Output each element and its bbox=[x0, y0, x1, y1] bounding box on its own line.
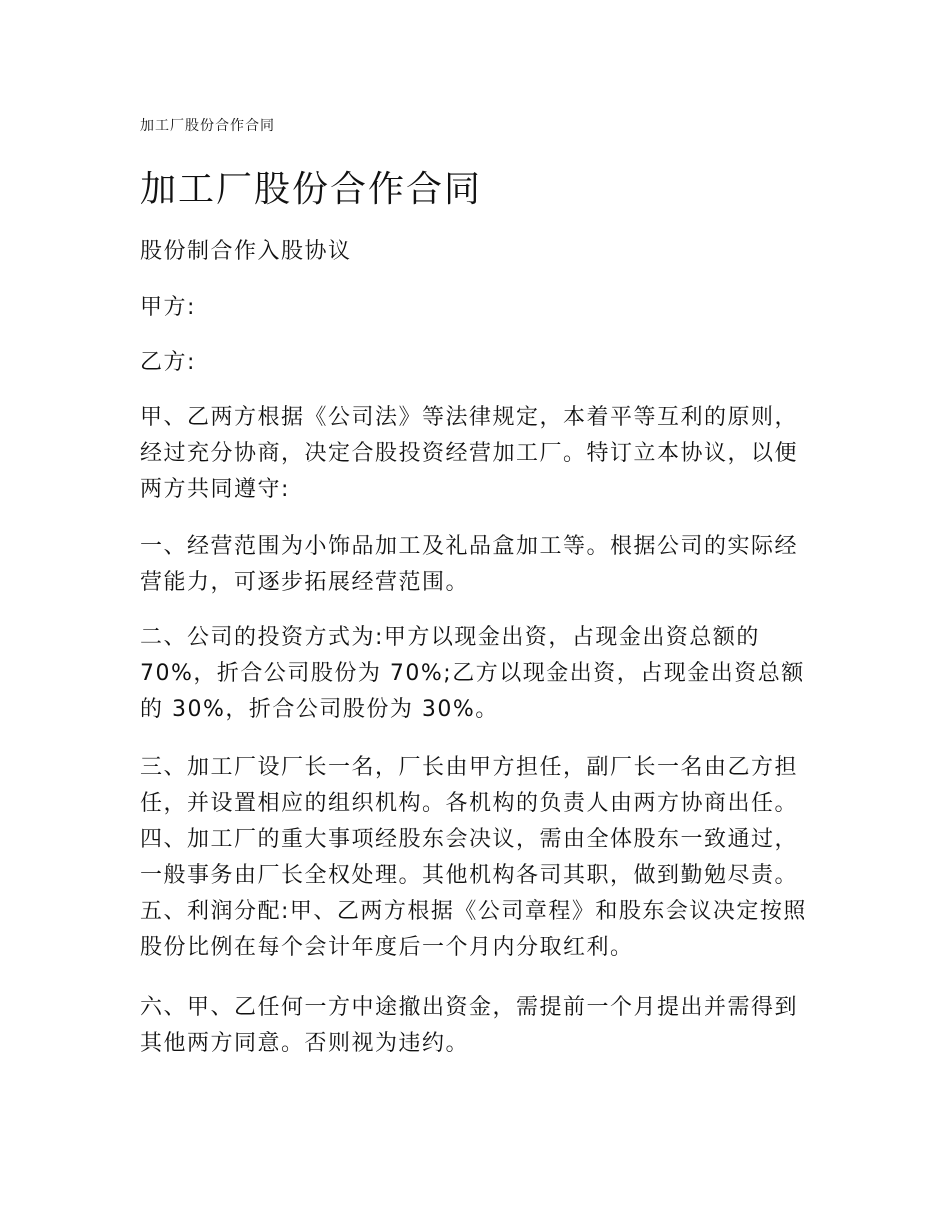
party-b-line: 乙方: bbox=[140, 350, 196, 375]
clause-paragraph-2: 二、公司的投资方式为:甲方以现金出资，占现金出资总额的 70%，折合公司股份为 70%;乙方以现金出资，占现金出资总额的 30%，折合公司股份为 30%。 bbox=[140, 625, 805, 722]
party-a-line: 甲方: bbox=[140, 295, 196, 320]
intro-paragraph: 甲、乙两方根据《公司法》等法律规定，本着平等互利的原则，经过充分协商，决定合股投资经营加工厂。特订立本协议，以便两方共同遵守: bbox=[140, 405, 799, 502]
running-header: 加工厂股份合作合同 bbox=[140, 118, 275, 134]
document-title: 加工厂股份合作合同 bbox=[140, 169, 483, 210]
clause-paragraph-6: 六、甲、乙任何一方中途撤出资金，需提前一个月提出并需得到其他两方同意。否则视为违约。 bbox=[140, 995, 799, 1056]
document-subtitle: 股份制合作入股协议 bbox=[140, 239, 352, 264]
clause-paragraph-3: 三、加工厂设厂长一名，厂长由甲方担任，副厂长一名由乙方担任，并设置相应的组织机构。各机构的负责人由两方协商出任。 四、加工厂的重大事项经股东会决议，需由全体股东一致通过，一般事务由厂长全权处理。其他机构各司其职，做到勤勉尽责。 五、利润分配:甲、乙两方根据《公司章程》和股东会议决定按照股份比例在每个会计年度后一个月内分取红利。 bbox=[140, 755, 807, 960]
clause-paragraph-1: 一、经营范围为小饰品加工及礼品盒加工等。根据公司的实际经营能力，可逐步拓展经营范围。 bbox=[140, 534, 799, 595]
